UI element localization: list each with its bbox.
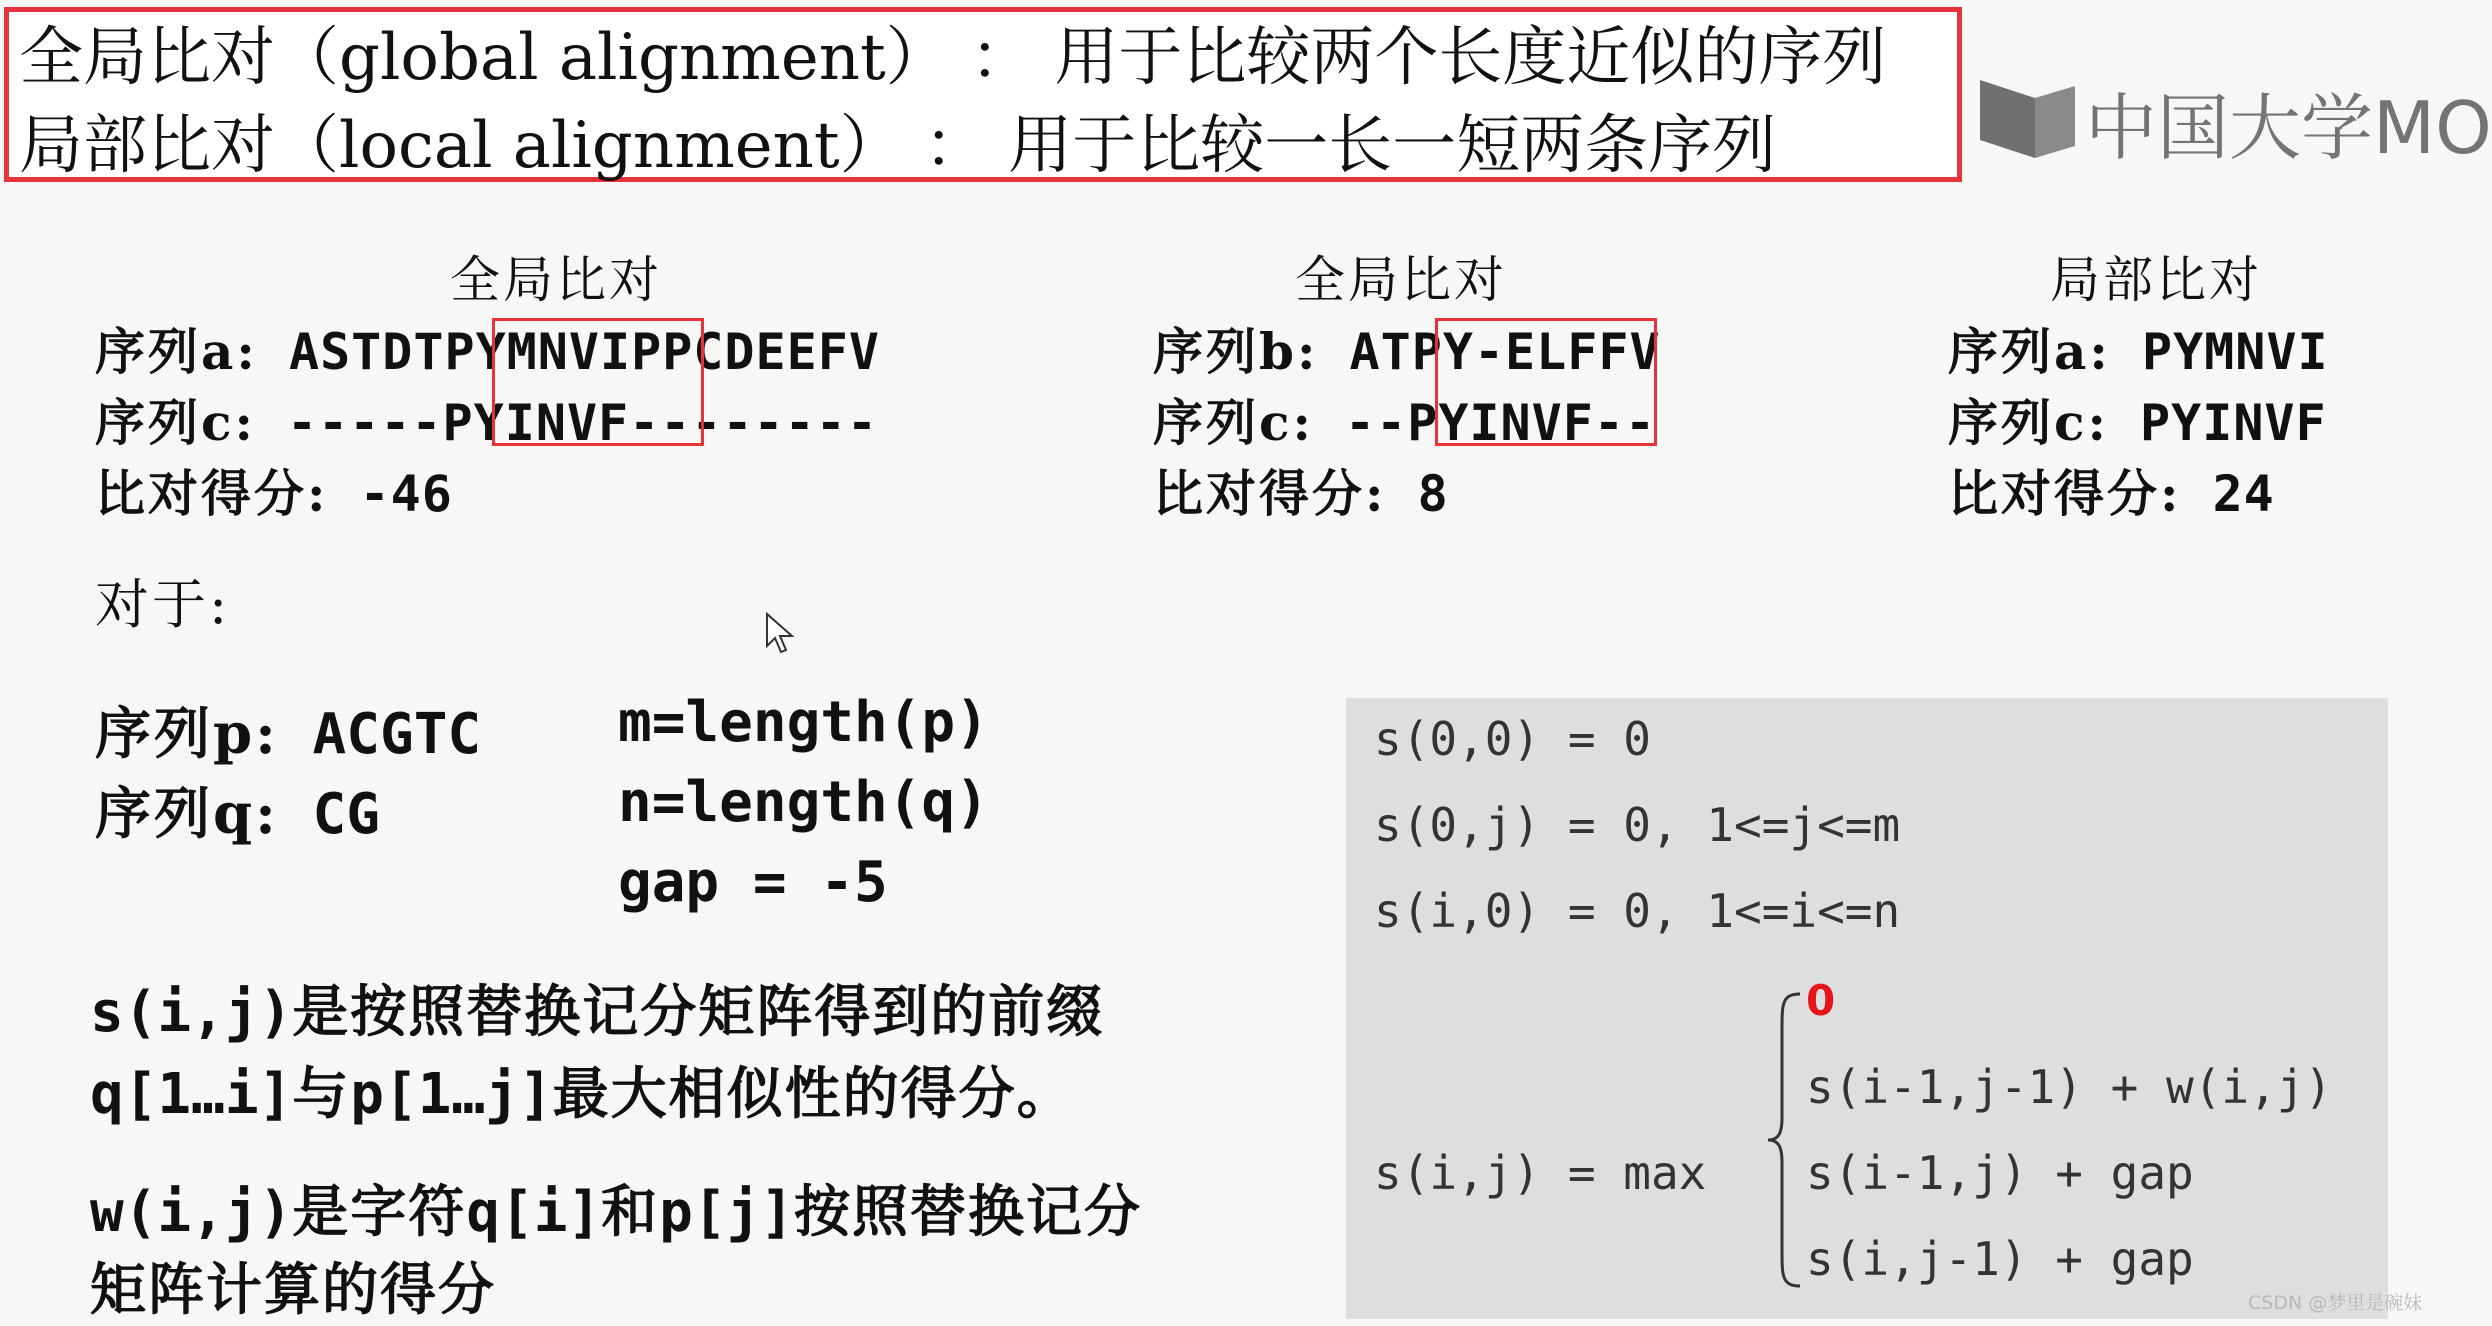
example2-seq1-label: 序列b:	[1153, 322, 1319, 381]
watermark: CSDN @梦里是碗妹	[2248, 1292, 2423, 1314]
example1-heading: 全局比对	[450, 251, 662, 309]
p-prefix-code: p[1…j]	[350, 1062, 553, 1127]
example3-heading: 局部比对	[2050, 251, 2262, 309]
case-diagonal: s(i-1,j-1) + w(i,j)	[1806, 1060, 2333, 1114]
mooc-logo	[1975, 68, 2492, 170]
w-description-text1: 是字符	[292, 1179, 467, 1245]
example3-seq2-value: PYINVF	[2140, 394, 2327, 452]
example1-seq2-value: -----PYINVF--------	[287, 394, 878, 452]
example3-seq1	[1948, 312, 2329, 384]
mooc-logo-icon	[1975, 68, 2085, 163]
sequence-p-label: 序列p:	[95, 701, 279, 767]
w-function-code: w(i,j)	[90, 1180, 293, 1245]
example1-score-value: -46	[359, 465, 453, 523]
sequence-p-value: ACGTC	[312, 702, 482, 767]
example2-seq1-value: ATPY-ELFFV	[1349, 323, 1661, 381]
logo-text: 中国大学MO	[2085, 86, 2492, 170]
s-function-code: s(i,j)	[90, 980, 293, 1045]
example2-score-value: 8	[1417, 465, 1449, 523]
w-description-line2-text: 矩阵计算的得分	[90, 1257, 496, 1323]
example1-seq2-label: 序列c:	[95, 393, 256, 452]
left-brace-icon	[1764, 990, 1808, 1290]
case-left: s(i,j-1) + gap	[1806, 1232, 2194, 1286]
q-prefix-code: q[1…i]	[90, 1062, 293, 1127]
example1-seq1-label: 序列a:	[95, 322, 258, 381]
for-label: 对于:	[95, 573, 231, 636]
case-up: s(i-1,j) + gap	[1806, 1146, 2194, 1200]
sequence-q-label: 序列q:	[95, 781, 279, 847]
sequence-q-value: CG	[312, 782, 380, 847]
s-description-connector: 与	[292, 1061, 351, 1127]
case-zero: 0	[1806, 976, 1836, 1025]
example3-seq2-label: 序列c:	[1948, 393, 2109, 452]
example1-score-label: 比对得分:	[95, 464, 329, 523]
example2-seq2-label: 序列c:	[1153, 393, 1314, 452]
w-description-line1	[90, 1168, 1142, 1248]
example2-score-label: 比对得分:	[1153, 464, 1387, 523]
recurrence-lhs: s(i,j) = max	[1374, 1146, 1707, 1200]
n-definition: n=length(q)	[618, 770, 989, 835]
sequence-q	[95, 770, 380, 850]
m-definition: m=length(p)	[618, 690, 989, 755]
s-description-line2	[90, 1050, 1075, 1130]
init-formula-1: s(0,0) = 0	[1374, 712, 1651, 766]
w-description-connector: 和	[601, 1179, 660, 1245]
sequence-p	[95, 690, 481, 770]
local-alignment-definition: 局部比对（local alignment） ： 用于比较一长一短两条序列	[19, 109, 1777, 183]
example2-heading: 全局比对	[1295, 251, 1507, 309]
example3-score-label: 比对得分:	[1948, 464, 2182, 523]
q-char-code: q[i]	[466, 1180, 602, 1245]
example3-seq2	[1948, 383, 2327, 455]
init-formula-3: s(i,0) = 0, 1<=i<=n	[1374, 884, 1901, 938]
gap-definition: gap = -5	[618, 850, 888, 915]
example1-seq1-value: ASTDTPYMNVIPPCDEEFV	[288, 323, 880, 381]
p-char-code: p[j]	[659, 1180, 795, 1245]
example3-score	[1948, 454, 2275, 526]
w-description-text3: 按照替换记分	[794, 1179, 1143, 1245]
example1-highlight-box	[492, 318, 704, 446]
s-description-text: 是按照替换记分矩阵得到的前缀	[292, 979, 1105, 1045]
example3-seq1-label: 序列a:	[1948, 322, 2111, 381]
example1-seq1	[95, 312, 880, 384]
example3-score-value: 24	[2212, 465, 2275, 523]
example2-highlight-box	[1435, 318, 1657, 446]
mouse-cursor-icon	[765, 612, 797, 656]
s-description-line1	[90, 968, 1104, 1048]
example2-score	[1153, 454, 1449, 526]
example1-seq2	[95, 383, 878, 455]
formula-box	[1346, 698, 2423, 1319]
global-alignment-definition: 全局比对（global alignment） ： 用于比较两个长度近似的序列	[19, 21, 1887, 95]
example1-score	[95, 454, 453, 526]
example3-seq1-value: PYMNVI	[2141, 323, 2329, 381]
s-description-end: 最大相似性的得分。	[552, 1061, 1075, 1127]
definitions-box	[4, 7, 1962, 182]
example2-seq2-value: --PYINVF--	[1345, 394, 1657, 452]
w-description-line2	[90, 1246, 496, 1326]
init-formula-2: s(0,j) = 0, 1<=j<=m	[1374, 798, 1901, 852]
